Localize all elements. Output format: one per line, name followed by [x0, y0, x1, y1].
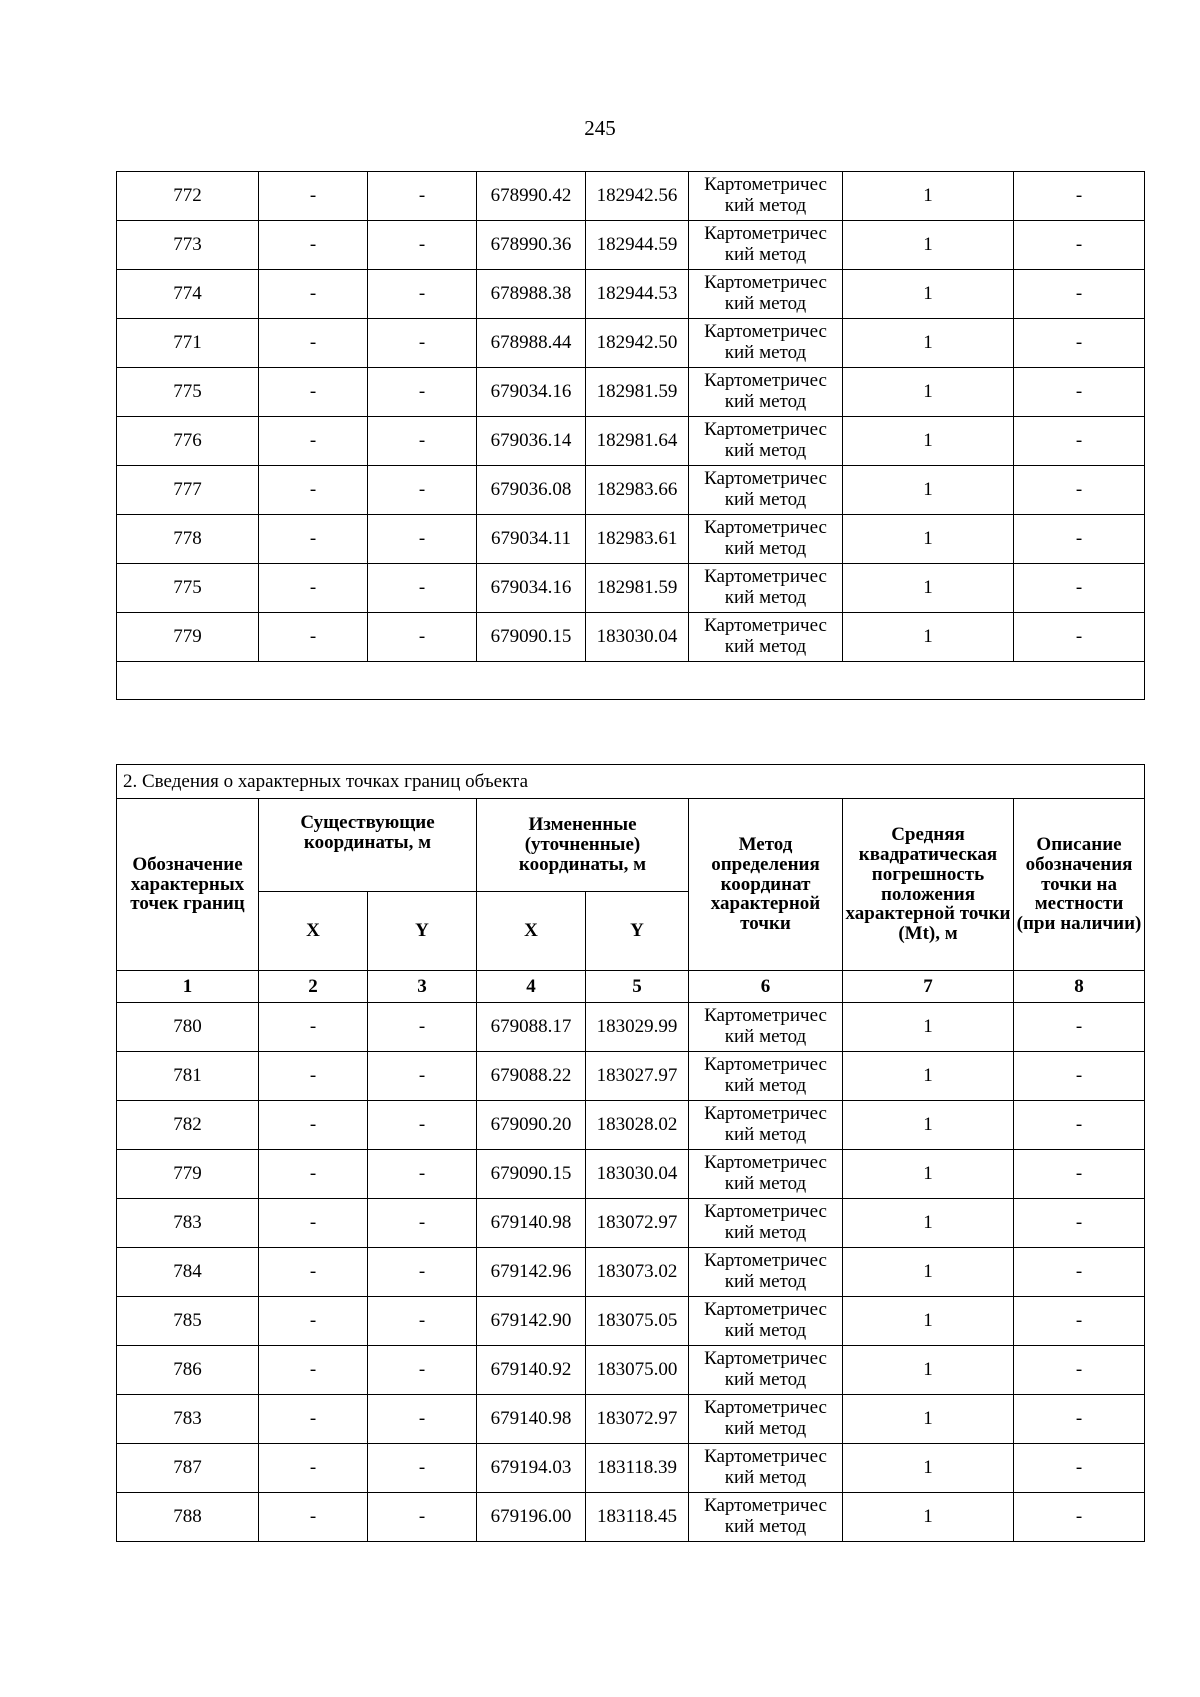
description-cell: -: [1014, 1199, 1145, 1248]
changed-y-cell: 183118.45: [586, 1493, 689, 1542]
changed-x-cell: 679140.98: [477, 1395, 586, 1444]
existing-y-cell: -: [368, 417, 477, 466]
changed-x-cell: 678988.38: [477, 270, 586, 319]
table-row: [117, 1395, 1145, 1444]
header-point-designation: Обозначение характерных точек границ: [117, 799, 259, 971]
error-cell: 1: [843, 564, 1014, 613]
changed-x-cell: 679034.16: [477, 368, 586, 417]
point-cell: 775: [117, 368, 259, 417]
existing-x-cell: -: [259, 515, 368, 564]
error-cell: 1: [843, 270, 1014, 319]
description-cell: -: [1014, 1003, 1145, 1052]
table-row: [117, 466, 1145, 515]
error-cell: 1: [843, 1248, 1014, 1297]
existing-y-cell: -: [368, 1101, 477, 1150]
method-line-1: Картометричес: [704, 1201, 827, 1223]
method-line-2: кий метод: [724, 1075, 807, 1096]
error-cell: 1: [843, 319, 1014, 368]
header-existing-x: X: [259, 892, 368, 971]
changed-y-cell: 183072.97: [586, 1199, 689, 1248]
changed-y-cell: 182942.50: [586, 319, 689, 368]
method-line-1: Картометричес: [704, 370, 827, 392]
method-line-2: кий метод: [724, 440, 807, 461]
method-line-1: Картометричес: [704, 419, 827, 441]
section-title: 2. Сведения о характерных точках границ объекта: [117, 765, 1145, 799]
table-row: [117, 1052, 1145, 1101]
point-cell: 779: [117, 613, 259, 662]
changed-y-cell: 183072.97: [586, 1395, 689, 1444]
method-line-1: Картометричес: [704, 468, 827, 490]
description-cell: -: [1014, 368, 1145, 417]
table-row: [117, 1444, 1145, 1493]
table-row: [117, 319, 1145, 368]
table-row: [117, 1248, 1145, 1297]
header-mean-square-error: Средняя квадратическая погрешность положения характерной точки (Mt), м: [843, 799, 1014, 971]
table1-body: [117, 172, 1145, 662]
changed-y-cell: 183030.04: [586, 613, 689, 662]
method-line-1: Картометричес: [704, 174, 827, 196]
existing-y-cell: -: [368, 1297, 477, 1346]
existing-y-cell: -: [368, 1248, 477, 1297]
changed-y-cell: 183030.04: [586, 1150, 689, 1199]
description-cell: -: [1014, 466, 1145, 515]
method-line-1: Картометричес: [704, 272, 827, 294]
point-cell: 783: [117, 1395, 259, 1444]
method-cell: [689, 368, 843, 417]
method-line-2: кий метод: [724, 1222, 807, 1243]
table-row: [117, 221, 1145, 270]
column-number: 4: [477, 971, 586, 1003]
table-row: [117, 1199, 1145, 1248]
method-cell: [689, 172, 843, 221]
header-point-description: Описание обозначения точки на местности (при наличии): [1014, 799, 1145, 971]
method-line-2: кий метод: [724, 1271, 807, 1292]
description-cell: -: [1014, 172, 1145, 221]
table-row: [117, 564, 1145, 613]
column-number: 7: [843, 971, 1014, 1003]
changed-x-cell: 679088.22: [477, 1052, 586, 1101]
existing-y-cell: -: [368, 368, 477, 417]
header-existing-y: Y: [368, 892, 477, 971]
table-row: [117, 368, 1145, 417]
description-cell: -: [1014, 221, 1145, 270]
description-cell: -: [1014, 417, 1145, 466]
header-changed-x: X: [477, 892, 586, 971]
table-row: [117, 613, 1145, 662]
method-cell: [689, 1444, 843, 1493]
error-cell: 1: [843, 1493, 1014, 1542]
description-cell: -: [1014, 1444, 1145, 1493]
changed-x-cell: 679090.15: [477, 613, 586, 662]
method-line-1: Картометричес: [704, 1054, 827, 1076]
method-cell: [689, 515, 843, 564]
column-number: 3: [368, 971, 477, 1003]
description-cell: -: [1014, 270, 1145, 319]
table-row: [117, 1150, 1145, 1199]
error-cell: 1: [843, 1199, 1014, 1248]
error-cell: 1: [843, 1003, 1014, 1052]
error-cell: 1: [843, 613, 1014, 662]
point-cell: 779: [117, 1150, 259, 1199]
header-method: Метод определения координат характерной точки: [689, 799, 843, 971]
existing-x-cell: -: [259, 1346, 368, 1395]
method-line-1: Картометричес: [704, 1005, 827, 1027]
method-cell: [689, 1395, 843, 1444]
changed-y-cell: 182983.66: [586, 466, 689, 515]
header-changed-coordinates: Измененные (уточненные) координаты, м: [477, 799, 689, 892]
method-line-1: Картометричес: [704, 1152, 827, 1174]
empty-row: [117, 662, 1145, 700]
table2-body: [117, 1003, 1145, 1542]
changed-x-cell: 679034.11: [477, 515, 586, 564]
existing-y-cell: -: [368, 515, 477, 564]
error-cell: 1: [843, 221, 1014, 270]
existing-x-cell: -: [259, 1101, 368, 1150]
point-cell: 775: [117, 564, 259, 613]
changed-y-cell: 182981.59: [586, 564, 689, 613]
method-line-2: кий метод: [724, 1320, 807, 1341]
point-cell: 771: [117, 319, 259, 368]
changed-y-cell: 182944.53: [586, 270, 689, 319]
existing-y-cell: -: [368, 172, 477, 221]
changed-x-cell: 679140.98: [477, 1199, 586, 1248]
method-line-2: кий метод: [724, 1418, 807, 1439]
table-row: [117, 515, 1145, 564]
method-line-2: кий метод: [724, 342, 807, 363]
changed-x-cell: 679196.00: [477, 1493, 586, 1542]
changed-x-cell: 678990.36: [477, 221, 586, 270]
error-cell: 1: [843, 1150, 1014, 1199]
point-cell: 773: [117, 221, 259, 270]
changed-x-cell: 678990.42: [477, 172, 586, 221]
changed-x-cell: 679142.96: [477, 1248, 586, 1297]
existing-y-cell: -: [368, 1199, 477, 1248]
method-cell: [689, 319, 843, 368]
changed-y-cell: 182983.61: [586, 515, 689, 564]
method-line-1: Картометричес: [704, 1103, 827, 1125]
method-line-2: кий метод: [724, 293, 807, 314]
existing-y-cell: -: [368, 1003, 477, 1052]
changed-y-cell: 183075.00: [586, 1346, 689, 1395]
method-line-1: Картометричес: [704, 321, 827, 343]
existing-x-cell: -: [259, 613, 368, 662]
existing-x-cell: -: [259, 1297, 368, 1346]
changed-x-cell: 679194.03: [477, 1444, 586, 1493]
description-cell: -: [1014, 1395, 1145, 1444]
method-cell: [689, 1493, 843, 1542]
existing-y-cell: -: [368, 270, 477, 319]
existing-y-cell: -: [368, 613, 477, 662]
method-line-1: Картометричес: [704, 1495, 827, 1517]
method-cell: [689, 1003, 843, 1052]
existing-y-cell: -: [368, 221, 477, 270]
description-cell: -: [1014, 1493, 1145, 1542]
method-line-2: кий метод: [724, 1026, 807, 1047]
point-cell: 780: [117, 1003, 259, 1052]
method-cell: [689, 613, 843, 662]
existing-y-cell: -: [368, 1493, 477, 1542]
existing-y-cell: -: [368, 1052, 477, 1101]
method-cell: [689, 221, 843, 270]
method-line-2: кий метод: [724, 391, 807, 412]
method-line-1: Картометричес: [704, 1348, 827, 1370]
changed-x-cell: 679088.17: [477, 1003, 586, 1052]
table-row: [117, 1101, 1145, 1150]
table-row: [117, 417, 1145, 466]
method-line-1: Картометричес: [704, 566, 827, 588]
changed-x-cell: 679090.15: [477, 1150, 586, 1199]
existing-x-cell: -: [259, 1395, 368, 1444]
error-cell: 1: [843, 1395, 1014, 1444]
existing-x-cell: -: [259, 466, 368, 515]
method-cell: [689, 417, 843, 466]
changed-y-cell: 183028.02: [586, 1101, 689, 1150]
table-row: [117, 172, 1145, 221]
existing-y-cell: -: [368, 319, 477, 368]
changed-x-cell: 679036.14: [477, 417, 586, 466]
point-cell: 778: [117, 515, 259, 564]
error-cell: 1: [843, 515, 1014, 564]
method-line-1: Картометричес: [704, 517, 827, 539]
method-cell: [689, 564, 843, 613]
existing-x-cell: -: [259, 1150, 368, 1199]
changed-x-cell: 679090.20: [477, 1101, 586, 1150]
method-line-1: Картометричес: [704, 1446, 827, 1468]
description-cell: -: [1014, 1297, 1145, 1346]
header-changed-y: Y: [586, 892, 689, 971]
method-cell: [689, 466, 843, 515]
existing-y-cell: -: [368, 1346, 477, 1395]
error-cell: 1: [843, 466, 1014, 515]
existing-y-cell: -: [368, 564, 477, 613]
method-line-2: кий метод: [724, 1173, 807, 1194]
point-cell: 776: [117, 417, 259, 466]
changed-x-cell: 678988.44: [477, 319, 586, 368]
method-cell: [689, 1346, 843, 1395]
table-row: [117, 1346, 1145, 1395]
point-cell: 787: [117, 1444, 259, 1493]
description-cell: -: [1014, 1101, 1145, 1150]
method-line-2: кий метод: [724, 1369, 807, 1390]
table-row: [117, 1493, 1145, 1542]
existing-x-cell: -: [259, 270, 368, 319]
table-row: [117, 1003, 1145, 1052]
method-line-2: кий метод: [724, 195, 807, 216]
method-cell: [689, 1297, 843, 1346]
error-cell: 1: [843, 1297, 1014, 1346]
method-line-2: кий метод: [724, 636, 807, 657]
description-cell: -: [1014, 1150, 1145, 1199]
coordinates-table-continued: [116, 171, 1145, 700]
method-cell: [689, 1199, 843, 1248]
error-cell: 1: [843, 368, 1014, 417]
existing-y-cell: -: [368, 466, 477, 515]
existing-y-cell: -: [368, 1150, 477, 1199]
point-cell: 772: [117, 172, 259, 221]
existing-x-cell: -: [259, 564, 368, 613]
existing-x-cell: -: [259, 1248, 368, 1297]
method-line-2: кий метод: [724, 1516, 807, 1537]
page-number: 245: [584, 116, 616, 140]
description-cell: -: [1014, 1346, 1145, 1395]
changed-y-cell: 182944.59: [586, 221, 689, 270]
description-cell: -: [1014, 515, 1145, 564]
column-numbers-row: [117, 971, 1145, 1003]
method-line-2: кий метод: [724, 587, 807, 608]
changed-x-cell: 679036.08: [477, 466, 586, 515]
existing-x-cell: -: [259, 417, 368, 466]
existing-x-cell: -: [259, 1003, 368, 1052]
description-cell: -: [1014, 613, 1145, 662]
method-line-1: Картометричес: [704, 223, 827, 245]
method-cell: [689, 1248, 843, 1297]
changed-x-cell: 679140.92: [477, 1346, 586, 1395]
column-number: 6: [689, 971, 843, 1003]
point-cell: 777: [117, 466, 259, 515]
point-cell: 781: [117, 1052, 259, 1101]
description-cell: -: [1014, 1052, 1145, 1101]
method-line-1: Картометричес: [704, 1397, 827, 1419]
changed-y-cell: 183073.02: [586, 1248, 689, 1297]
existing-y-cell: -: [368, 1395, 477, 1444]
point-cell: 774: [117, 270, 259, 319]
method-line-2: кий метод: [724, 244, 807, 265]
method-cell: [689, 1052, 843, 1101]
table-row: [117, 1297, 1145, 1346]
changed-y-cell: 182942.56: [586, 172, 689, 221]
point-cell: 782: [117, 1101, 259, 1150]
column-number: 1: [117, 971, 259, 1003]
error-cell: 1: [843, 172, 1014, 221]
description-cell: -: [1014, 319, 1145, 368]
error-cell: 1: [843, 417, 1014, 466]
point-cell: 784: [117, 1248, 259, 1297]
error-cell: 1: [843, 1444, 1014, 1493]
error-cell: 1: [843, 1101, 1014, 1150]
point-cell: 786: [117, 1346, 259, 1395]
existing-y-cell: -: [368, 1444, 477, 1493]
method-line-2: кий метод: [724, 1467, 807, 1488]
existing-x-cell: -: [259, 1493, 368, 1542]
header-existing-coordinates: Существующие координаты, м: [259, 799, 477, 892]
existing-x-cell: -: [259, 172, 368, 221]
method-cell: [689, 270, 843, 319]
table-row: [117, 270, 1145, 319]
method-line-1: Картометричес: [704, 1250, 827, 1272]
error-cell: 1: [843, 1346, 1014, 1395]
error-cell: 1: [843, 1052, 1014, 1101]
changed-x-cell: 679034.16: [477, 564, 586, 613]
method-line-2: кий метод: [724, 538, 807, 559]
column-number: 2: [259, 971, 368, 1003]
description-cell: -: [1014, 1248, 1145, 1297]
changed-y-cell: 182981.59: [586, 368, 689, 417]
method-cell: [689, 1101, 843, 1150]
method-line-1: Картометричес: [704, 615, 827, 637]
method-line-2: кий метод: [724, 1124, 807, 1145]
column-number: 8: [1014, 971, 1145, 1003]
method-line-1: Картометричес: [704, 1299, 827, 1321]
changed-y-cell: 182981.64: [586, 417, 689, 466]
method-cell: [689, 1150, 843, 1199]
existing-x-cell: -: [259, 1052, 368, 1101]
point-cell: 785: [117, 1297, 259, 1346]
existing-x-cell: -: [259, 221, 368, 270]
method-line-2: кий метод: [724, 489, 807, 510]
column-number: 5: [586, 971, 689, 1003]
existing-x-cell: -: [259, 1199, 368, 1248]
existing-x-cell: -: [259, 1444, 368, 1493]
changed-y-cell: 183075.05: [586, 1297, 689, 1346]
point-cell: 783: [117, 1199, 259, 1248]
changed-y-cell: 183118.39: [586, 1444, 689, 1493]
changed-x-cell: 679142.90: [477, 1297, 586, 1346]
changed-y-cell: 183029.99: [586, 1003, 689, 1052]
changed-y-cell: 183027.97: [586, 1052, 689, 1101]
existing-x-cell: -: [259, 368, 368, 417]
existing-x-cell: -: [259, 319, 368, 368]
point-cell: 788: [117, 1493, 259, 1542]
boundary-points-table: [116, 764, 1145, 1542]
description-cell: -: [1014, 564, 1145, 613]
